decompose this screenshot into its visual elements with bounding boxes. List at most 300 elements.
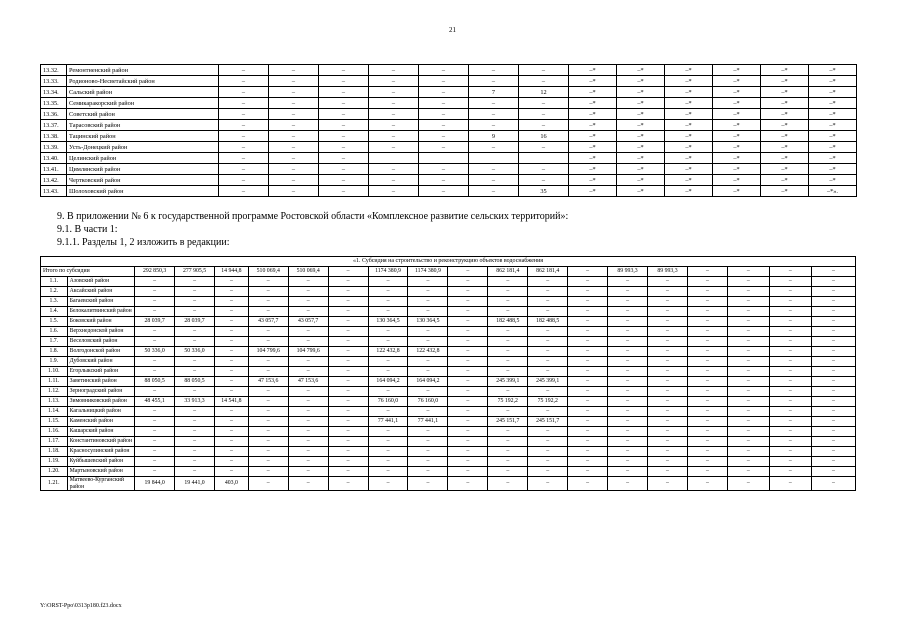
table-cell: – <box>519 76 569 87</box>
table-cell: – <box>568 297 608 307</box>
table-cell: – <box>811 297 855 307</box>
table-cell: – <box>319 76 369 87</box>
table-cell: – <box>488 357 528 367</box>
table-cell: – <box>269 109 319 120</box>
table-cell: 48 455,1 <box>135 397 175 407</box>
table-cell: –* <box>761 131 809 142</box>
table-cell: – <box>469 186 519 197</box>
table-cell: – <box>568 407 608 417</box>
row-number: 1.18. <box>41 447 68 457</box>
table-cell: – <box>687 407 727 417</box>
table-cell: – <box>769 307 811 317</box>
table-cell: – <box>727 347 769 357</box>
table-cell: –* <box>617 153 665 164</box>
table-cell: –* <box>713 87 761 98</box>
table-cell: – <box>608 367 648 377</box>
table-cell: – <box>248 397 288 407</box>
table-cell: – <box>135 287 175 297</box>
table-cell: – <box>519 120 569 131</box>
table-cell: – <box>448 467 488 477</box>
table-cell: – <box>369 131 419 142</box>
district-name: Кашарский район <box>67 427 135 437</box>
table-cell: – <box>248 357 288 367</box>
table-cell: – <box>648 447 688 457</box>
table-cell: – <box>328 307 368 317</box>
table-cell: – <box>175 427 215 437</box>
table-cell: – <box>488 297 528 307</box>
table-cell: – <box>175 327 215 337</box>
total-label: Итого по субсидии <box>41 267 135 277</box>
district-name: Веселовский район <box>67 337 135 347</box>
table-cell: – <box>727 427 769 437</box>
table-cell: – <box>448 337 488 347</box>
row-number: 13.38. <box>41 131 67 142</box>
table-cell: – <box>469 98 519 109</box>
table-cell: – <box>135 367 175 377</box>
district-name: Каменский район <box>67 417 135 427</box>
table-cell: – <box>648 477 688 491</box>
table-cell: – <box>811 457 855 467</box>
total-cell: – <box>727 267 769 277</box>
table-cell: – <box>368 477 408 491</box>
table-cell: – <box>269 175 319 186</box>
subsidy-table-continued <box>40 64 857 197</box>
table-cell: – <box>608 407 648 417</box>
district-name: Белокалитвинский район <box>67 307 135 317</box>
table-cell: 50 336,0 <box>175 347 215 357</box>
table-cell: – <box>368 297 408 307</box>
table-cell: – <box>687 477 727 491</box>
table-cell: –* <box>761 87 809 98</box>
total-cell: 277 905,5 <box>175 267 215 277</box>
table-cell: –* <box>809 175 857 186</box>
table-cell: – <box>727 377 769 387</box>
table-cell: – <box>135 307 175 317</box>
table-cell: – <box>568 437 608 447</box>
table-cell: –*». <box>809 186 857 197</box>
table-cell: – <box>568 417 608 427</box>
table-cell: – <box>528 297 568 307</box>
district-name: Мартыновский район <box>67 467 135 477</box>
table-row <box>41 447 856 457</box>
table-cell: – <box>319 65 369 76</box>
table-cell: – <box>248 457 288 467</box>
table-cell: – <box>219 164 269 175</box>
table-cell: – <box>488 467 528 477</box>
table-cell: – <box>288 307 328 317</box>
table-row <box>41 120 857 131</box>
table-cell: – <box>519 109 569 120</box>
paragraph-9-1-1: 9.1.1. Разделы 1, 2 изложить в редакции: <box>57 237 230 248</box>
row-number: 1.13. <box>41 397 68 407</box>
table-cell: – <box>727 447 769 457</box>
table-cell: 122 432,8 <box>408 347 448 357</box>
table-cell: – <box>288 287 328 297</box>
table-cell: – <box>288 427 328 437</box>
table-cell: – <box>448 307 488 317</box>
table-cell: – <box>248 367 288 377</box>
table-cell: – <box>408 367 448 377</box>
table-cell: – <box>215 467 249 477</box>
table-cell: – <box>648 377 688 387</box>
table-cell: – <box>368 467 408 477</box>
table-cell: – <box>519 142 569 153</box>
table-cell: – <box>215 417 249 427</box>
table-cell: – <box>328 427 368 437</box>
table-cell: – <box>175 367 215 377</box>
table-cell: – <box>568 367 608 377</box>
table-cell: –* <box>569 98 617 109</box>
table-cell: –* <box>761 175 809 186</box>
table-cell: – <box>408 327 448 337</box>
table-cell: – <box>215 427 249 437</box>
table-cell: – <box>288 327 328 337</box>
table-cell: – <box>368 277 408 287</box>
table-cell: – <box>687 357 727 367</box>
table-cell: – <box>219 142 269 153</box>
table-cell: – <box>811 327 855 337</box>
table-cell: – <box>448 477 488 491</box>
table-cell: – <box>687 377 727 387</box>
table-cell: – <box>219 131 269 142</box>
table-cell: – <box>727 417 769 427</box>
table-cell: –* <box>617 131 665 142</box>
table-cell: – <box>175 307 215 317</box>
table-cell: – <box>568 287 608 297</box>
table-cell: – <box>448 317 488 327</box>
table-cell: – <box>528 457 568 467</box>
table-row <box>41 65 857 76</box>
table-cell: – <box>328 297 368 307</box>
table-cell: – <box>419 109 469 120</box>
table-cell: – <box>288 357 328 367</box>
table-cell: 33 913,3 <box>175 397 215 407</box>
row-number: 13.34. <box>41 87 67 98</box>
table-cell: – <box>215 357 249 367</box>
table-cell: –* <box>809 153 857 164</box>
table-cell: – <box>469 175 519 186</box>
table-cell: –* <box>809 109 857 120</box>
table-cell: – <box>519 164 569 175</box>
table-cell: – <box>408 277 448 287</box>
table-cell: – <box>811 477 855 491</box>
district-name: Тацинский район <box>67 131 219 142</box>
table-cell: – <box>469 76 519 87</box>
table-cell: – <box>408 447 448 457</box>
table-cell: – <box>135 457 175 467</box>
table-cell: –* <box>665 153 713 164</box>
table-cell: – <box>269 153 319 164</box>
table-cell: – <box>135 447 175 457</box>
table-cell: 28 039,7 <box>175 317 215 327</box>
table-cell: – <box>811 407 855 417</box>
table-cell: –* <box>665 186 713 197</box>
table-cell: – <box>248 427 288 437</box>
table-cell: – <box>215 407 249 417</box>
table-cell: –* <box>713 120 761 131</box>
table-cell: – <box>608 357 648 367</box>
table-cell: –* <box>713 65 761 76</box>
table-row <box>41 377 856 387</box>
table-cell: – <box>687 297 727 307</box>
table-cell: – <box>328 447 368 457</box>
table-cell: – <box>811 467 855 477</box>
table-cell: – <box>448 367 488 377</box>
table-cell: – <box>648 327 688 337</box>
table-cell: – <box>648 317 688 327</box>
table-cell: –* <box>665 131 713 142</box>
table-cell: –* <box>713 98 761 109</box>
table-cell: – <box>288 477 328 491</box>
table-cell: –* <box>617 98 665 109</box>
table-cell: – <box>448 347 488 357</box>
table-cell: – <box>568 427 608 437</box>
table-row <box>41 317 856 327</box>
table-cell: –* <box>665 142 713 153</box>
row-number: 13.32. <box>41 65 67 76</box>
table-cell: 403,0 <box>215 477 249 491</box>
table-cell: – <box>288 467 328 477</box>
table-cell: – <box>608 307 648 317</box>
table-cell: – <box>727 287 769 297</box>
table-cell: – <box>248 297 288 307</box>
table-cell: 47 153,6 <box>248 377 288 387</box>
table-cell: – <box>219 87 269 98</box>
page-number: 21 <box>449 26 456 34</box>
table-cell: – <box>528 327 568 337</box>
table-cell: –* <box>665 109 713 120</box>
table-cell: – <box>248 447 288 457</box>
table-cell: –* <box>665 98 713 109</box>
table-cell: – <box>269 65 319 76</box>
table-cell: – <box>368 327 408 337</box>
table-cell: 43 057,7 <box>288 317 328 327</box>
row-number: 13.39. <box>41 142 67 153</box>
table-cell: 130 364,5 <box>408 317 448 327</box>
table-row <box>41 153 857 164</box>
row-number: 1.6. <box>41 327 68 337</box>
table-cell: 75 192,2 <box>488 397 528 407</box>
table-cell: – <box>408 387 448 397</box>
district-name: Цимлянский район <box>67 164 219 175</box>
table-cell: – <box>608 277 648 287</box>
total-cell: 89 993,3 <box>608 267 648 277</box>
table-cell: – <box>368 357 408 367</box>
table-cell: – <box>727 407 769 417</box>
district-name: Советский район <box>67 109 219 120</box>
table-cell: – <box>269 120 319 131</box>
table-cell: – <box>248 287 288 297</box>
district-name: Тарасовский район <box>67 120 219 131</box>
table-cell: – <box>408 477 448 491</box>
table-cell: – <box>488 327 528 337</box>
table-row <box>41 277 856 287</box>
table-cell: – <box>528 477 568 491</box>
table-cell: 245 151,7 <box>488 417 528 427</box>
table-cell: – <box>328 377 368 387</box>
table-cell: – <box>219 153 269 164</box>
table-cell: – <box>727 457 769 467</box>
table-cell: – <box>519 98 569 109</box>
table-cell: –* <box>617 164 665 175</box>
table-cell <box>469 153 519 164</box>
table-cell: 47 153,6 <box>288 377 328 387</box>
table-cell: – <box>408 427 448 437</box>
table-cell: – <box>319 131 369 142</box>
table-cell: – <box>528 337 568 347</box>
table-cell: – <box>408 437 448 447</box>
table-cell: –* <box>569 120 617 131</box>
table-cell: – <box>135 407 175 417</box>
table-cell: –* <box>569 109 617 120</box>
table-cell: 16 <box>519 131 569 142</box>
table-cell: 35 <box>519 186 569 197</box>
table-cell: – <box>269 164 319 175</box>
table-cell: – <box>727 397 769 407</box>
row-number: 1.21. <box>41 477 68 491</box>
table-cell: –* <box>617 120 665 131</box>
table-cell: – <box>175 337 215 347</box>
table-cell: – <box>248 407 288 417</box>
row-number: 13.40. <box>41 153 67 164</box>
row-number: 1.12. <box>41 387 68 397</box>
table-cell: – <box>727 437 769 447</box>
table-cell: – <box>568 447 608 457</box>
table-cell: – <box>328 347 368 357</box>
table-cell: – <box>488 457 528 467</box>
total-cell: 292 850,3 <box>135 267 175 277</box>
table-cell: – <box>135 467 175 477</box>
table-cell: – <box>288 397 328 407</box>
table-cell: – <box>135 427 175 437</box>
district-name: Красносулинский район <box>67 447 135 457</box>
table-cell <box>369 153 419 164</box>
table-cell: – <box>519 175 569 186</box>
table-cell: – <box>769 277 811 287</box>
table-cell: – <box>408 307 448 317</box>
table-cell: – <box>319 175 369 186</box>
total-cell: 89 993,3 <box>648 267 688 277</box>
table-cell: – <box>608 297 648 307</box>
table-cell: –* <box>809 65 857 76</box>
table-cell: – <box>135 437 175 447</box>
table-cell: – <box>608 337 648 347</box>
table-row <box>41 407 856 417</box>
table-cell: – <box>368 367 408 377</box>
table-cell: – <box>368 337 408 347</box>
table-row <box>41 357 856 367</box>
table-cell: – <box>648 307 688 317</box>
table-cell: – <box>568 467 608 477</box>
table-cell: – <box>687 417 727 427</box>
district-name: Дубовский район <box>67 357 135 367</box>
table-cell: –* <box>809 87 857 98</box>
table-cell: –* <box>569 131 617 142</box>
table-cell: – <box>369 65 419 76</box>
table-cell: – <box>648 347 688 357</box>
table-cell: –* <box>713 131 761 142</box>
table-cell: 28 039,7 <box>135 317 175 327</box>
table-cell: – <box>215 337 249 347</box>
table-row <box>41 87 857 98</box>
table-cell: – <box>528 287 568 297</box>
table-cell: – <box>215 367 249 377</box>
table-cell: – <box>419 131 469 142</box>
table-cell: 164 094,2 <box>368 377 408 387</box>
table-cell: – <box>215 277 249 287</box>
district-name: Куйбышевский район <box>67 457 135 467</box>
table-cell: – <box>175 387 215 397</box>
table-cell: – <box>419 65 469 76</box>
table-cell: – <box>215 387 249 397</box>
table-cell: – <box>288 297 328 307</box>
table-cell: – <box>319 98 369 109</box>
table-cell: – <box>215 377 249 387</box>
table-cell: – <box>175 297 215 307</box>
table-cell: – <box>248 277 288 287</box>
table-cell: – <box>175 407 215 417</box>
district-name: Зерноградский район <box>67 387 135 397</box>
table-cell: –* <box>761 120 809 131</box>
table-cell: – <box>219 175 269 186</box>
table-cell: – <box>369 186 419 197</box>
table-cell: – <box>368 447 408 457</box>
table-cell: – <box>769 357 811 367</box>
table-cell: –* <box>617 76 665 87</box>
table-cell: – <box>219 109 269 120</box>
table-cell: – <box>519 65 569 76</box>
table-cell: –* <box>761 65 809 76</box>
table-row <box>41 427 856 437</box>
table-cell: –* <box>761 98 809 109</box>
table-cell: – <box>648 357 688 367</box>
row-number: 1.9. <box>41 357 68 367</box>
table-row <box>41 287 856 297</box>
row-number: 1.14. <box>41 407 68 417</box>
table-cell: –* <box>809 76 857 87</box>
table-cell: –* <box>713 153 761 164</box>
district-name: Константиновский район <box>67 437 135 447</box>
table-cell: – <box>608 447 648 457</box>
table-cell: – <box>687 347 727 357</box>
district-name: Верхнедонской район <box>67 327 135 337</box>
table-cell: – <box>288 437 328 447</box>
table-cell: –* <box>665 76 713 87</box>
table-cell: – <box>319 186 369 197</box>
table-cell: – <box>608 377 648 387</box>
total-cell: 1174 380,9 <box>368 267 408 277</box>
table-cell: – <box>269 76 319 87</box>
table-cell: – <box>488 407 528 417</box>
table-cell: – <box>219 186 269 197</box>
table-cell: – <box>769 457 811 467</box>
table-cell: – <box>528 467 568 477</box>
table-cell: – <box>488 387 528 397</box>
table-cell: –* <box>617 109 665 120</box>
table-cell: –* <box>569 76 617 87</box>
table-cell: –* <box>713 109 761 120</box>
table-cell: – <box>369 142 419 153</box>
table-cell: – <box>248 467 288 477</box>
table-cell: – <box>368 307 408 317</box>
table-cell: 12 <box>519 87 569 98</box>
table-cell: – <box>488 277 528 287</box>
table-cell: – <box>769 317 811 327</box>
table-cell: – <box>648 457 688 467</box>
table-cell: – <box>219 120 269 131</box>
table-cell: – <box>448 417 488 427</box>
table-cell: – <box>769 427 811 437</box>
